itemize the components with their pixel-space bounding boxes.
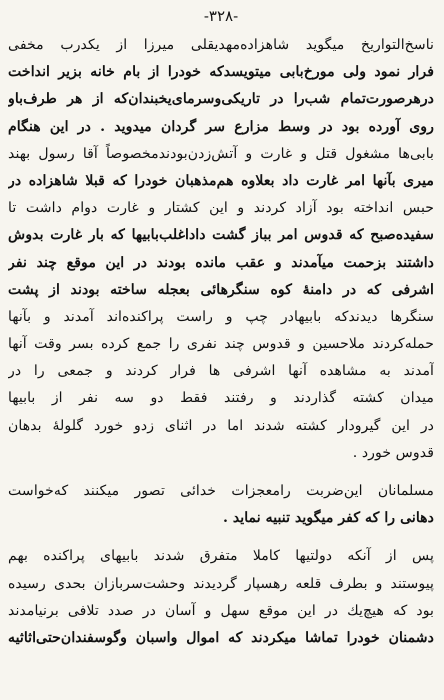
text-line: قدوس خورد . xyxy=(352,444,434,461)
text-line: دهانی را که کفر میگوید تنبیه نماید . xyxy=(222,510,434,527)
paragraph xyxy=(8,478,434,532)
text-line: پس از آنکه دولتیها کاملا متفرق شدند بابیهای پراکنده بهم xyxy=(8,548,434,565)
text-line: مسلمانان این‌ضربت رامعجزات خدائی تصور میکنند که‌خواست xyxy=(8,483,434,499)
paragraph xyxy=(8,32,434,467)
text-line: در این گیرودار کشته شدند اما در اثنای زدو خورد گلولهٔ بدهان xyxy=(8,417,434,434)
text-line: بابی‌ها مشغول قتل و غارت و آتش‌زدن‌بودندمخصوصاً آقا رسول بهند xyxy=(8,145,434,162)
text-line: فرار نمود ولی مورخ‌بابی میتویسدکه خودرا از بام خانه بزیر انداخت xyxy=(8,64,434,81)
text-line: سنگرها دیدندکه بابیهادر چپ و راست پراکنده‌اند آمدند و بآنها xyxy=(8,308,434,325)
text-line: ناسخ‌التواریخ میگوید شاهزاده‌مهدیقلی میرزا از یکدرب مخفی xyxy=(8,37,434,53)
body-text xyxy=(8,32,434,652)
text-line: حبس انداخته بود آزاد کردند و این کشتار و غارت دوام داشت تا xyxy=(8,200,434,217)
text-line: داشتند بزحمت میآمدند و عقب مانده بودند در این موقع چند نفر xyxy=(8,254,434,271)
paragraph-gap xyxy=(8,532,434,543)
paragraph-gap xyxy=(8,467,434,478)
text-line: حمله‌کردند ملاحسین و قدوس چند نفری را جمع کرده بسر وقت آنها xyxy=(8,336,434,353)
page-number: -۳۲۸- xyxy=(203,7,239,25)
text-line: سفیده‌صبح که قدوس امر بباز گشت دادا‌غلب‌بابیها که بار غارت بدوش xyxy=(8,227,434,244)
paragraph xyxy=(8,543,434,652)
text-line: بود که هیچ‌یك در این موقع سهل و آسان در صدد تلافی برنیامدند xyxy=(8,602,434,619)
text-line: روی آورده بود در وسط مزارع سر گردان میدوید . در این هنگام xyxy=(8,118,434,135)
text-line: دشمنان خودرا تماشا میکردند که اموال واسبان وگوسفندان‌حتی‌اثاثیه xyxy=(8,629,434,646)
text-line: آمدند به مشاهده آنها اشرفی ها فرار کردند و جمعی را در xyxy=(8,363,434,380)
text-line: درهرصورت‌تمام شب‌را در تاریکی‌وسرمای‌یخبندان‌که از هر طرف‌باو xyxy=(8,91,434,108)
text-line: میری بآنها امر غارت داد بعلاوه هم‌مذهبان خودرا که قبلا شاهزاده در xyxy=(8,172,434,189)
text-line: میدان کشته گذاردند و رفتند فقط دو سه نفر از بابیها xyxy=(8,390,434,407)
text-line: پیوستند و بطرف قلعه رهسپار گردیدند وحشت‌سربازان بحدی رسیده xyxy=(8,575,434,592)
text-line: اشرفی که در دامنهٔ کوه سنگرهائی بعجله ساخته بودند از پشت xyxy=(8,281,434,298)
